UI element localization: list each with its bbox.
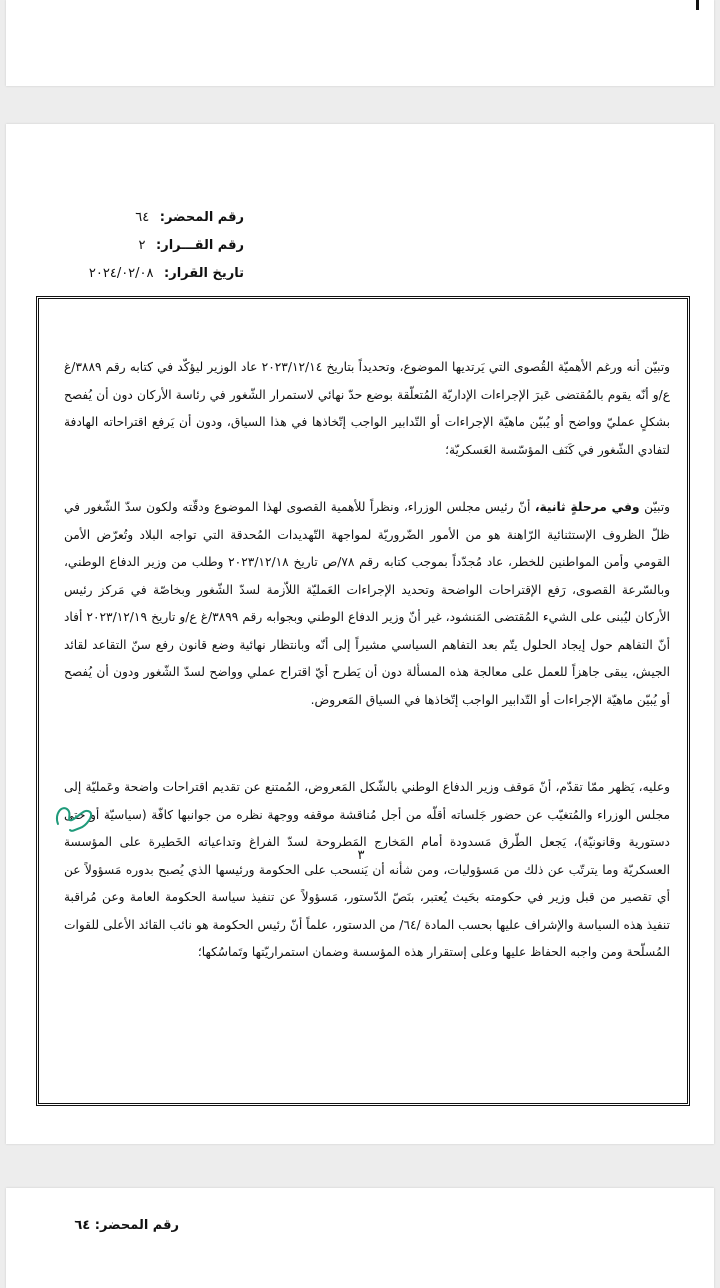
next-page (6, 1188, 714, 1288)
page-edge-mark (696, 0, 699, 10)
paragraph-2-prefix: وتبيّن (639, 500, 670, 514)
next-page-minutes-value: ٦٤ (74, 1218, 91, 1233)
decision-date-value: ٢٠٢٤/٠٢/٠٨ (88, 266, 154, 281)
handwritten-signature (50, 796, 100, 834)
decision-number-value: ٢ (138, 238, 146, 253)
paragraph-2-bold: وفي مرحلةٍ ثانية، (534, 500, 640, 514)
minutes-number-line (135, 210, 244, 225)
decision-number-label: رقم القـــرار: (156, 238, 244, 253)
minutes-number-value: ٦٤ (135, 210, 150, 225)
next-page-minutes-label: رقم المحضر: (94, 1218, 179, 1233)
document-header (24, 210, 244, 290)
paragraph-3: وعليه، يَظهر ممّا تقدّم، أنّ مَوقف وزير الدفاع الوطني بالشّكل المَعروض، المُمتنع عن تقديم اقتراحات واضحة وعَمليّة إلى مجلس الوزراء والمُتغيّب عن حضور جَلساته أقلّه من أجل مُناقشة موقفه ووجهة نظره من جوانبها كافّة (سياسيّة أو حتى دستورية وقانونيّة)، يَجعل الطّرق مَسدودة أمام المَخارج المَطروحة لسدّ الفراغ وتداعياته الخَطيرة على المؤسسة العسكريّة وما يترتّب عن ذلك من مَسؤوليات، ومن شأنه أن يَنسحب على الحكومة ورئيسها الذي يُصبح بدوره مَسؤولاً عن أي تقصير من قبل وزير في حكومته بحَيث يُعتبر، بنَصّ الدّستور، مَسؤولاً عن تنفيذ سياسة الحكومة العامة وعن مُراقبة تنفيذ هذه السياسة والإشراف عليها بحسب المادة /٦٤/ من الدستور، علماً أنّ رئيس الحكومة هو نائب القائد الأعلى للقوات المُسلّحة ومن واجبه الحفاظ عليها وعلى إستقرار هذه المؤسسة وضمان استمراريّتها وتَماسُكها؛ (64, 780, 670, 959)
previous-page (6, 0, 714, 86)
decision-date-line (89, 266, 244, 281)
paragraph-1: وتبيّن أنه ورغم الأهميّة القُصوى التي يَرتديها الموضوع، وتحديداً بتاريخ ٢٠٢٣/١٢/١٤ عاد الوزير ليؤكّد في كتابه رقم ٣٨٨٩/غ ع/و أنّه يقوم بالمُقتضى عَبرَ الإجراءات الإداريّة المُتعلّقة بوضع حدّ نهائي لاستمرار الشّغور في رئاسة الأركان دون أن يُفصح بشكلٍ عمليّ وواضح أو يُبيّن ماهيّة الإجراءات أو التّدابير الواجب إتّخاذها في هذا السياق، ودون أن يَرفع اقتراحاته الهادفة لتفادي الشّغور في كَنَف المؤسّسة العَسكريّة؛ (64, 360, 670, 457)
minutes-number-label: رقم المحضر: (159, 210, 244, 225)
page-number: ٣ (357, 848, 365, 863)
decision-date-label: تاريخ القرار: (164, 266, 244, 281)
paragraph-2-text: أنّ رئيس مجلس الوزراء، ونظراً للأهمية القصوى لهذا الموضوع ودقّته ولكون سدّ الشّغور في ظلّ الظروف الإستثنائية الرّاهنة هو من الأمور الضّروريّة لمواجهة التّهديدات المُحدقة التي تواجه البلاد وتُعرّض الأمن القومي وأمن المواطنين للخطر، عاد مُجدّداً بموجب كتابه رقم ٧٨/ص تاريخ ٢٠٢٣/١٢/١٨ وطلب من وزير الدفاع الوطني، وبالسّرعة القصوى، رَفع الإقتراحات الواضحة وتحديد الإجراءات العَمليّة اللاّزمة لسدّ الشّغور وبخاصّة في مَركز رئيس الأركان ليُبنى على الشيء المُقتضى المَنشود، غير أنّ وزير الدفاع الوطني وبجوابه رقم ٣٨٩٩/غ ع/و تاريخ ٢٠٢٣/١٢/١٩ أفاد أنّ التفاهم حول إيجاد الحلول يتّم بعد التفاهم السياسي مشيراً إلى أنّه وبانتظار نهائية وضع قانون رفع سنّ التقاعد لقائد الجيش، يبقى جاهزاً للعمل على معالجة هذه المسألة دون أن يَطرح أيّ اقتراح عملي وواضح لسدّ الشّغور ودون أن يُفصح أو يُبيّن ماهيّة الإجراءات أو التّدابير الواجب إتّخاذها في السياق المَعروض. (64, 500, 670, 707)
paragraph-2 (64, 494, 670, 714)
document-page (6, 124, 714, 1144)
decision-number-line (139, 238, 244, 253)
next-page-header (74, 1218, 179, 1233)
